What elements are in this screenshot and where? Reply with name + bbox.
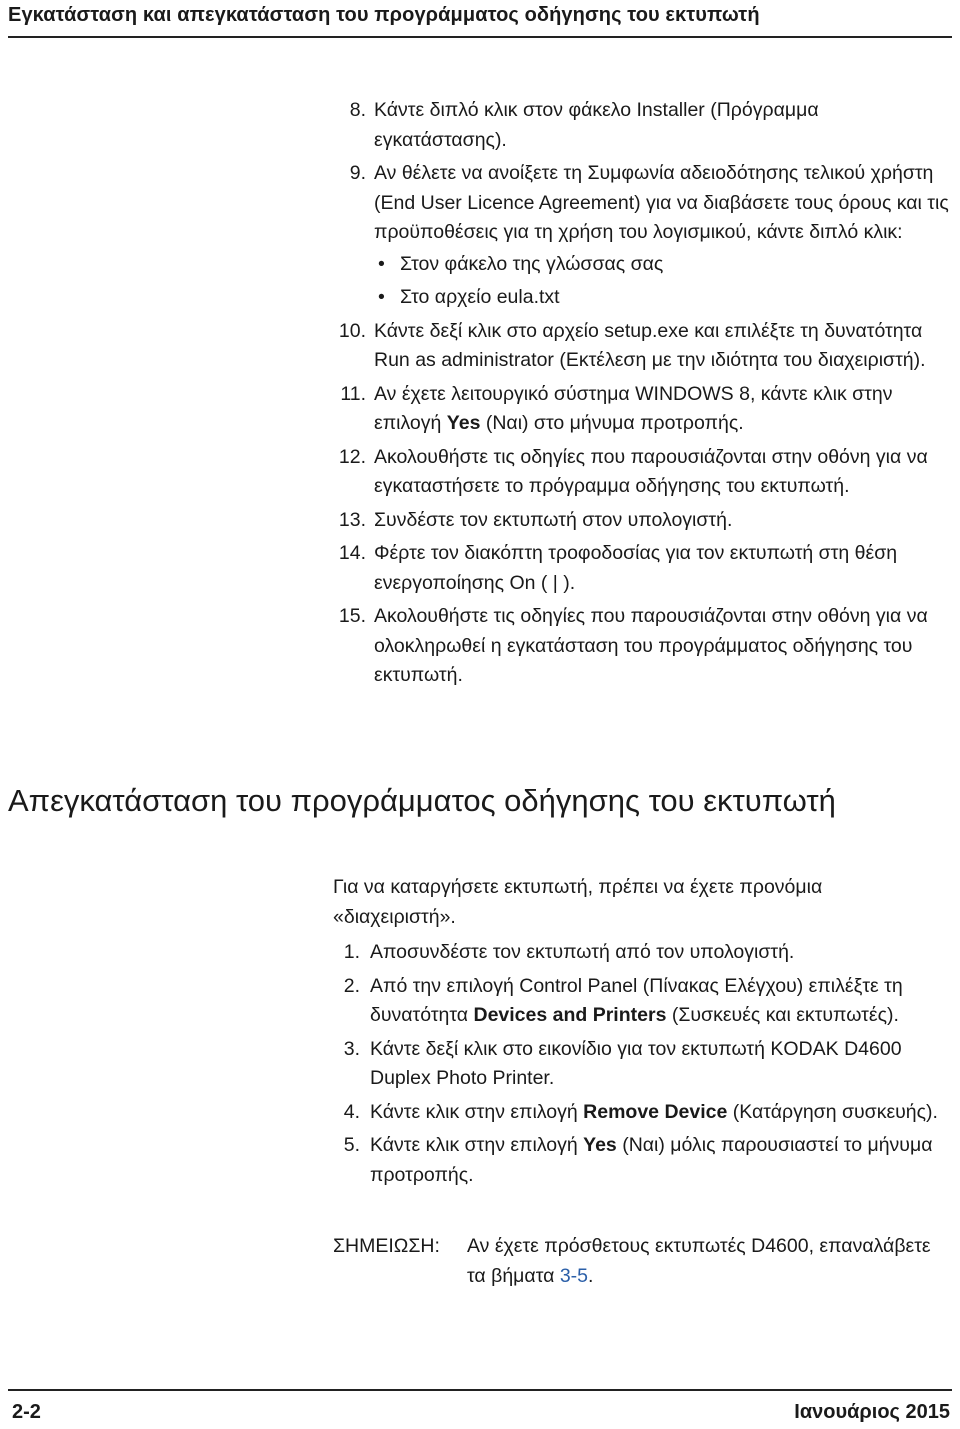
step-number: 5. xyxy=(343,1134,360,1156)
install-step-11 xyxy=(330,380,950,439)
step-number: 4. xyxy=(343,1100,360,1123)
step-text: Αν θέλετε να ανοίξετε τη Συμφωνία αδειοδότησης τελικού χρήστη (End User Licence Agreement) για να διαβάσετε τους όρους και τις προϋποθέσεις για τη χρήση του λογισμικού, κάντε διπλό κλικ: xyxy=(374,162,949,243)
install-step-14 xyxy=(330,539,950,598)
step-text: Κάντε δεξί κλικ στο αρχείο setup.exe και επιλέξτε τη δυνατότητα Run as administrator (Εκτέλεση με την ιδιότητα του διαχειριστή). xyxy=(374,319,926,371)
step-text: Ακολουθήστε τις οδηγίες που παρουσιάζονται στην οθόνη για να εγκαταστήσετε το πρόγραμμα οδήγησης του εκτυπωτή. xyxy=(374,445,928,497)
step-text-pre: Αν έχετε λειτουργικό σύστημα WINDOWS 8, κάντε κλικ στην επιλογή xyxy=(374,382,893,434)
step-number: 8. xyxy=(349,99,366,121)
step-text: Κάντε διπλό κλικ στον φάκελο Installer (Πρόγραμμα εγκατάστασης). xyxy=(374,99,819,151)
install-step-10 xyxy=(330,317,950,376)
step-number: 13. xyxy=(338,508,366,531)
install-step-8 xyxy=(330,96,950,155)
page-number: 2-2 xyxy=(12,1401,41,1423)
step-number: 12. xyxy=(338,445,366,468)
intro-text: Για να καταργήσετε εκτυπωτή, πρέπει να έχετε προνόμια «διαχειριστή». xyxy=(333,876,823,928)
uninstall-step-1: 1. Αποσυνδέστε τον εκτυπωτή από τον υπολογιστή. xyxy=(330,938,943,968)
uninstall-step-2: 2. Από την επιλογή Control Panel (Πίνακας Ελέγχου) επιλέξτε τη δυνατότητα Devices and Printers (Συσκευές και εκτυπωτές). xyxy=(330,972,943,1031)
install-step-13 xyxy=(330,506,950,536)
uninstall-step-4: 4. Κάντε κλικ στην επιλογή Remove Device (Κατάργηση συσκευής). xyxy=(330,1098,943,1128)
steps-reference-link[interactable]: 3-5 xyxy=(559,1264,588,1287)
page-header xyxy=(8,0,952,38)
step-number: 11. xyxy=(340,382,366,405)
step-number: 2. xyxy=(343,974,360,997)
install-steps-list xyxy=(330,96,950,691)
bullet-list xyxy=(374,250,950,313)
step-text-bold: Yes xyxy=(446,412,481,434)
install-step-15 xyxy=(330,602,950,691)
step-text: Ακολουθήστε τις οδηγίες που παρουσιάζονται στην οθόνη για να ολοκληρωθεί η εγκατάσταση του προγράμματος οδήγησης του εκτυπωτή. xyxy=(374,605,928,686)
uninstall-step-5: 5. Κάντε κλικ στην επιλογή Yes (Ναι) μόλις παρουσιαστεί το μήνυμα προτροπής. xyxy=(330,1131,943,1190)
uninstall-steps-list xyxy=(330,938,943,1190)
note xyxy=(333,1232,943,1291)
header-title: Εγκατάσταση και απεγκατάσταση του προγράμματος οδήγησης του εκτυπωτή xyxy=(8,4,760,26)
install-step-12 xyxy=(330,443,950,502)
note-label: ΣΗΜΕΙΩΣΗ: xyxy=(333,1235,440,1257)
uninstall-step-3: 3. Κάντε δεξί κλικ στο εικονίδιο για τον εκτυπωτή KODAK D4600 Duplex Photo Printer. xyxy=(330,1035,943,1094)
step-number: 14. xyxy=(338,542,366,564)
note-text: Αν έχετε πρόσθετους εκτυπωτές D4600, επαναλάβετε τα βήματα xyxy=(467,1235,931,1287)
bullet-item: • Στο αρχείο eula.txt xyxy=(374,283,950,313)
step-number: 15. xyxy=(338,605,366,627)
bullet-item: • Στον φάκελο της γλώσσας σας xyxy=(374,250,950,280)
step-number: 10. xyxy=(338,319,366,342)
step-text: Φέρτε τον διακόπτη τροφοδοσίας για τον εκτυπωτή στη θέση ενεργοποίησης On ( | ). xyxy=(374,542,898,594)
step-number: 9. xyxy=(349,162,366,184)
note-body: Αν έχετε πρόσθετους εκτυπωτές D4600, επαναλάβετε τα βήματα 3-5. xyxy=(467,1235,931,1287)
step-text: Συνδέστε τον εκτυπωτή στον υπολογιστή. xyxy=(374,508,733,531)
bullet-icon: • xyxy=(378,286,385,308)
step-number: 1. xyxy=(343,941,360,963)
uninstall-intro xyxy=(333,873,943,1190)
bullet-icon: • xyxy=(378,252,385,275)
section-heading: Απεγκατάσταση του προγράμματος οδήγησης του εκτυπωτή xyxy=(8,783,836,818)
step-text-post: (Ναι) στο μήνυμα προτροπής. xyxy=(480,412,744,434)
footer-date: Ιανουάριος 2015 xyxy=(794,1401,950,1423)
step-number: 3. xyxy=(343,1037,360,1060)
install-step-9 xyxy=(330,159,950,313)
page-footer xyxy=(8,1389,952,1423)
